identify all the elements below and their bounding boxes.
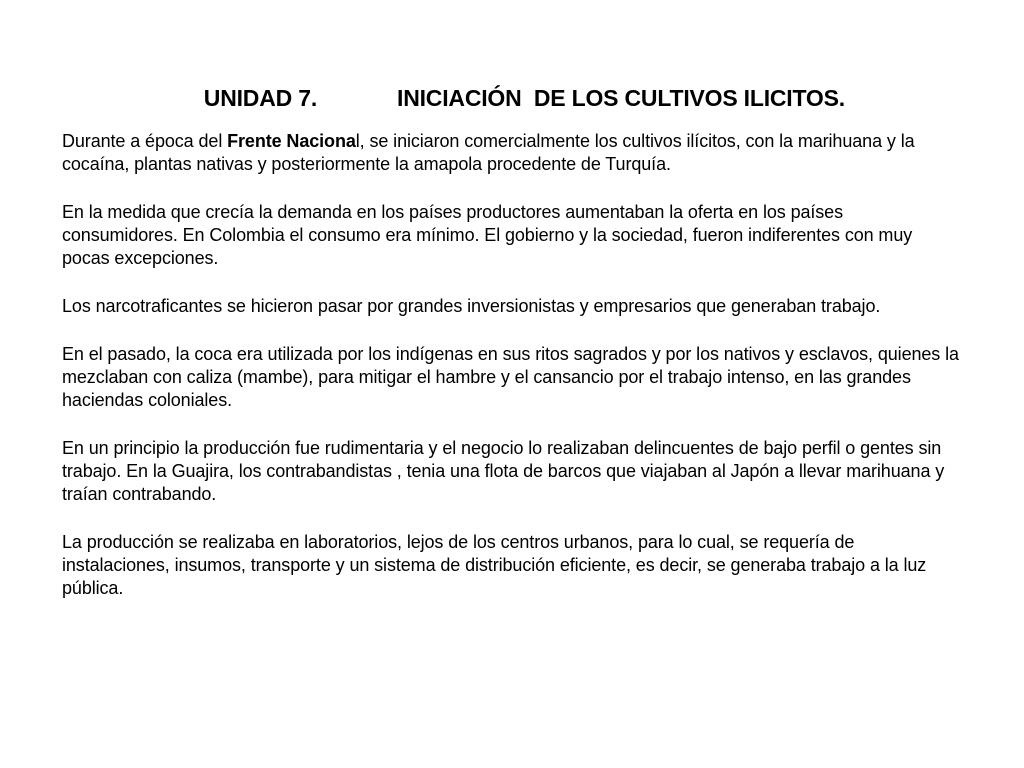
paragraph-produccion-rudimentaria: En un principio la producción fue rudimentaria y el negocio lo realizaban delincuentes de bajo perfil o gentes sin trabajo. En la Guajira, los contrabandistas , tenia una flota de barcos que viajaban al Japón a llevar marihuana y traían contrabando. [62, 438, 945, 504]
paragraph-1-after: l, se iniciaron comercialmente los cultivos ilícitos, con la marihuana y la cocaína, plantas nativas y posteriormente la amapola procedente de Turquía. [62, 131, 915, 174]
paragraph-frente-nacional [62, 130, 962, 176]
paragraph-pasado-coca: En el pasado, la coca era utilizada por los indígenas en sus ritos sagrados y por los nativos y esclavos, quienes la mezclaban con caliza (mambe), para mitigar el hambre y el cansancio por el trabajo intenso, en las grandes haciendas coloniales. [62, 344, 959, 410]
paragraph-1-bold: Frente Naciona [227, 131, 356, 151]
slide-body [62, 130, 962, 625]
paragraph-demanda: En la medida que crecía la demanda en los países productores aumentaban la oferta en los países consumidores. En Colombia el consumo era mínimo. El gobierno y la sociedad, fueron indiferentes con muy pocas excepciones. [62, 202, 913, 268]
title-unit: UNIDAD 7. [203, 85, 318, 111]
title-topic: INICIACIÓN DE LOS CULTIVOS ILICITOS. [397, 85, 845, 111]
paragraph-narcotraficantes: Los narcotraficantes se hicieron pasar por grandes inversionistas y empresarios que generaban trabajo. [62, 296, 881, 316]
paragraph-1-before: Durante a época del [62, 131, 228, 151]
paragraph-laboratorios: La producción se realizaba en laboratorios, lejos de los centros urbanos, para lo cual, se requería de instalaciones, insumos, transporte y un sistema de distribución eficiente, es decir, se generaba trabajo a la luz pública. [62, 532, 927, 598]
